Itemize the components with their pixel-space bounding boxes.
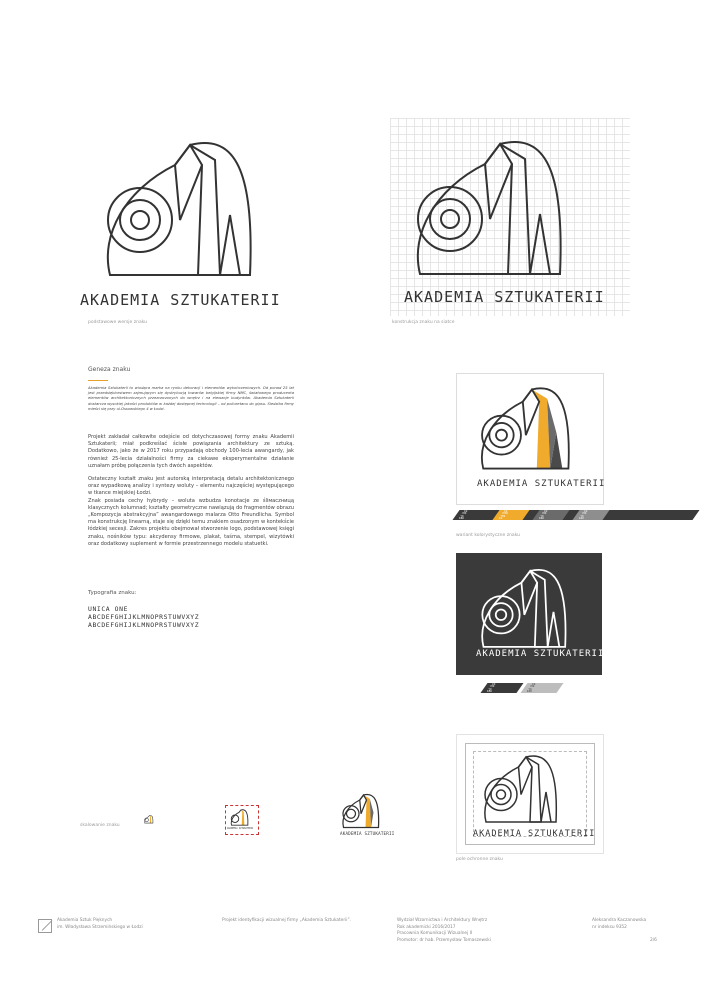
swatch-light-3-m: M0 — [542, 512, 547, 515]
swatch-light-1-k: K80 — [459, 517, 464, 520]
author-name: Aleksandra Kaczanowska — [592, 918, 647, 923]
protection-wordmark: AKADEMIA SZTUKATERII — [473, 829, 596, 839]
school-logo-icon — [38, 919, 52, 933]
typography-lower: ABCDEFGHIJKLMNOPRSTUWVXYZ — [88, 621, 200, 629]
swatch-dark-2-m: M0 — [530, 685, 535, 688]
swatch-light-3-c: C0 — [544, 509, 548, 513]
genesis-heading: Geneza znaku — [88, 366, 131, 373]
color-variant-box — [456, 373, 604, 505]
swatch-dark-2-y: Y0 — [528, 687, 532, 691]
color-wordmark: AKADEMIA SZTUKATERII — [477, 479, 606, 489]
primary-wordmark: AKADEMIA SZTUKATERII — [80, 291, 281, 309]
genesis-paragraph-3: Znak posiada cechy hybrydy – woluta wzbudza konotacje ze śliмaczницą klasycznych kolumnad; kształty geometryczne nawiązują do fragmentów obrazu „Kompozycja abstrakcyjna” awangardowego malarza Otto Freundlicha. Symbol ma konstrukcję linearną, staje się dzięki temu znakiem osadzonym w kontekście łódzkiej secesji. Zakres projektu obejmował stworzenie logo, podstawowej księgi znaku, nośników typu: akcydensy firmowe, plakat, taśma, stempel, wizytówki oraz dodatkowy suplement w formie przestrzennego modelu statuetki. — [88, 497, 294, 547]
school-logo-slash — [42, 920, 53, 931]
scale-logo-large-mark — [336, 790, 396, 830]
color-logo-mark — [465, 376, 611, 476]
dept-line3: Pracownia Komunikacji Wizualnej II — [397, 931, 473, 936]
grid-construction-block — [390, 118, 630, 316]
school-name-line2: im. Władysława Strzemińskiego w Łodzi — [57, 924, 143, 930]
swatch-dark-1-c: C0 — [492, 682, 496, 686]
swatch-light-4-c: C0 — [584, 509, 588, 513]
scale-logo-large — [336, 790, 396, 840]
typography-upper: ABCDEFGHIJKLMNOPRSTUWVXYZ — [88, 613, 200, 621]
genesis-body — [88, 434, 294, 548]
swatch-light-3-k: K60 — [539, 517, 544, 520]
swatch-strip-light — [456, 510, 696, 522]
page-number: 2/6 — [650, 937, 657, 943]
caption-primary: podstawowe wersje znaku — [88, 320, 148, 325]
scale-logo-small — [143, 812, 157, 826]
school-name-line1: Akademia Sztuk Pięknych — [57, 918, 113, 923]
caption-protection: pole ochronne znaku — [456, 857, 503, 862]
scale-logo-medium-mark — [228, 807, 256, 827]
swatch-light-2-c: C0 — [504, 509, 508, 513]
grid-logo-mark — [390, 124, 630, 284]
swatch-light-4-k: K40 — [579, 517, 584, 520]
swatch-light-3-y: Y0 — [540, 514, 544, 518]
author-index: nr indeksu 9352 — [592, 924, 627, 930]
swatch-dark-2 — [520, 683, 563, 693]
grid-wordmark: AKADEMIA SZTUKATERII — [404, 288, 605, 306]
scale-logo-medium — [225, 805, 259, 835]
swatch-light-1-m: M0 — [462, 512, 467, 515]
swatch-dark-2-c: C0 — [532, 682, 536, 686]
scale-logo-medium-wordmark: AKADEMIA SZTUKATERII — [227, 827, 254, 830]
project-title: Projekt identyfikacji wizualnej firmy „Akademia Sztukaterii”. — [222, 918, 352, 923]
genesis-intro: Akademia Sztukaterii to wiodąca marka na rynku dekoracji i elementów wykończeniowych. Od ponad 25 lat jest przedsiębiorstwem zajmującym się dystrybucją towarów belgijskiej firmy NMC, światowego producenta elementów architektonicznych przeznaczonych do wnętrz i na elewacje budynków. Akademia Sztukaterii dostarcza wysokiej jakości produktów w każdej dostępnej technologii – od poliuretanu do gipsu. Siedziba firmy mieści się przy ul.Ossowskiego 4 w Łodzi. — [88, 386, 294, 411]
caption-scaling: skalowanie znaku — [80, 823, 120, 828]
caption-grid: konstrukcja znaku na siatce — [392, 320, 455, 325]
genesis-rule — [88, 380, 108, 381]
caption-color: wariant kolorystyczne znaku — [456, 533, 521, 538]
protection-logo-mark — [471, 747, 591, 827]
scale-logo-large-wordmark: AKADEMIA SZTUKATERII — [340, 831, 395, 836]
swatch-dark-1-m: M0 — [490, 685, 495, 688]
swatch-dark-1-y: Y0 — [488, 687, 492, 691]
swatch-strip-dark — [484, 683, 574, 695]
swatch-light-2-m: M36 — [502, 512, 508, 515]
swatch-dark-1-k: K80 — [487, 690, 492, 693]
swatch-light-4-m: M0 — [582, 512, 587, 515]
dark-variant-box — [456, 553, 605, 675]
swatch-light-2-k: K0 — [499, 517, 503, 520]
dept-line4: Promotor: dr hab. Przemysław Tomaszewski — [397, 937, 491, 943]
swatch-dark-2-k: K30 — [527, 690, 532, 693]
dept-line2: Rok akademicki 2016/2017 — [397, 924, 456, 930]
genesis-paragraph-1: Projekt zakładał całkowite odejście od dotychczasowej formy znaku Akademii Sztukaterii; miał podkreślać ścisłe powiązania architektury ze sztuką. Dodatkowo, jako że w 2017 roku przypadają obchody 100-lecia awangardy, jak również 25-lecia działalności firmy za ciekawe eksperymentalne działanie uznałam próbę połączenia tych dwóch aspektów. — [88, 434, 294, 469]
swatch-light-4-y: Y0 — [580, 514, 584, 518]
swatch-light-1-y: Y0 — [460, 514, 464, 518]
dept-line1: Wydział Wzornictwa i Architektury Wnętrz — [397, 918, 488, 923]
genesis-paragraph-2: Ostateczny kształt znaku jest autorską interpretacją detalu architektonicznego oraz wypadkową analizy i syntezy woluty – elementu najczęściej występującego w tkance miejskiej Łodzi. — [88, 476, 294, 497]
typography-font-name: UNICA ONE — [88, 605, 129, 613]
primary-logo-block — [80, 125, 320, 315]
footer — [0, 915, 701, 965]
dark-wordmark: AKADEMIA SZTUKATERII — [476, 649, 605, 659]
typography-label: Typografia znaku: — [88, 590, 137, 596]
primary-logo-mark — [80, 125, 320, 285]
swatch-dark-1 — [480, 683, 523, 693]
protection-area-box — [456, 734, 604, 854]
swatch-light-2-y: Y89 — [500, 514, 506, 518]
swatch-light-1-c: C0 — [464, 509, 468, 513]
dark-logo-mark — [466, 559, 606, 653]
